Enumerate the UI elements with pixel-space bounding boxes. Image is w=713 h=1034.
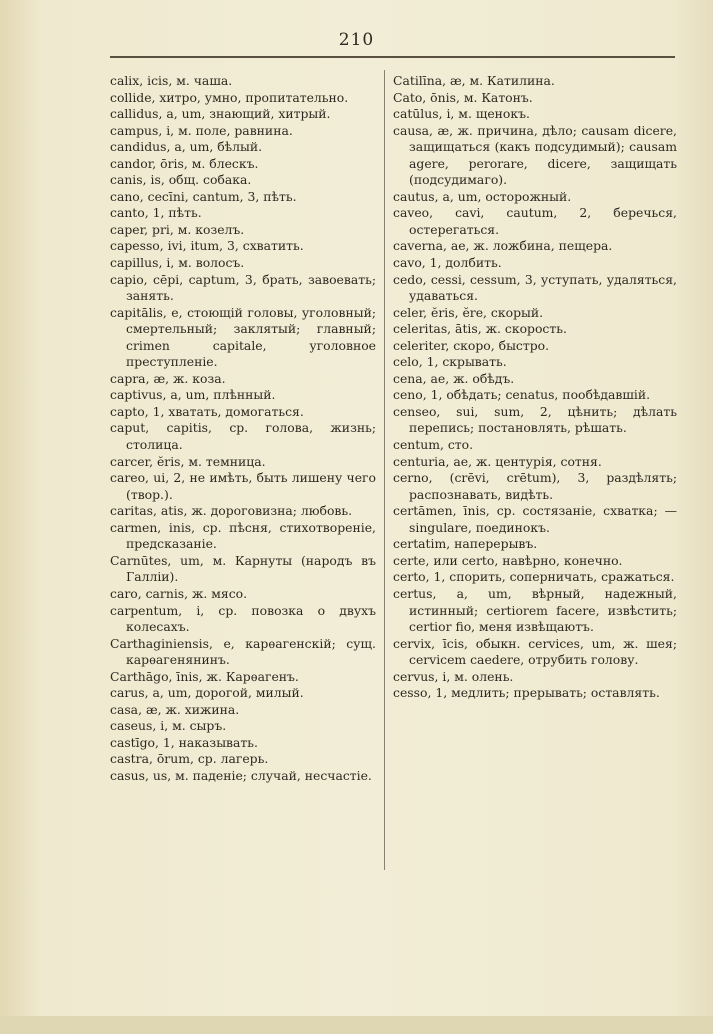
dictionary-entry: caseus, i, м. сыръ. bbox=[110, 718, 227, 734]
dictionary-entry: certāmen, īnis, ср. состязаніе, схватка; —singulare, поединокъ. bbox=[393, 503, 677, 535]
dictionary-entry: castra, ōrum, ср. лагерь. bbox=[110, 751, 269, 767]
dictionary-entry: carpentum, i, ср. повозка о двухъ колесахъ. bbox=[110, 602, 376, 635]
dictionary-entry: certo, 1, спорить, соперничать, сражаться. bbox=[393, 569, 675, 585]
dictionary-entry: capra, æ, ж. коза. bbox=[110, 370, 226, 386]
dictionary-entry: celer, ĕris, ĕre, скорый. bbox=[393, 304, 544, 320]
dictionary-entry: candidus, a, um, бѣлый. bbox=[110, 139, 263, 155]
dictionary-entry: carus, a, um, дорогой, милый. bbox=[110, 685, 304, 701]
dictionary-entry: capesso, ivi, itum, 3, схватить. bbox=[110, 238, 304, 254]
dictionary-entry: celo, 1, скрывать. bbox=[393, 354, 507, 370]
dictionary-entry: caput, capitis, ср. голова, жизнь; столица. bbox=[110, 420, 376, 453]
dictionary-entry: collide, хитро, умно, пропитательно. bbox=[110, 89, 349, 105]
right-column bbox=[393, 73, 677, 702]
dictionary-entry: Cato, ōnis, м. Катонъ. bbox=[393, 89, 533, 105]
dictionary-entry: cervus, i, м. олень. bbox=[393, 668, 514, 684]
dictionary-entry: cerno, (crēvi, crētum), 3, раздѣлять; распознавать, видѣть. bbox=[393, 470, 677, 502]
dictionary-entry: certatim, наперерывъ. bbox=[393, 536, 538, 552]
dictionary-entry: cervix, īcis, обыкн. cervices, um, ж. шея; cervicem caedere, отрубить голову. bbox=[393, 635, 677, 668]
dictionary-entry: carmen, inis, ср. пѣсня, стихотвореніе, предсказаніе. bbox=[110, 519, 376, 552]
dictionary-entry: ceno, 1, обѣдать; cenatus, пообѣдавшій. bbox=[393, 387, 651, 403]
dictionary-entry: canto, 1, пѣть. bbox=[110, 205, 202, 221]
dictionary-entry: certus, a, um, вѣрный, надежный, истинный; certiorem facere, извѣстить; certior fio, меня извѣщаютъ. bbox=[393, 585, 677, 635]
dictionary-entry: catūlus, i, м. щенокъ. bbox=[393, 106, 530, 122]
dictionary-entry: Carthāgo, īnis, ж. Карѳагенъ. bbox=[110, 668, 299, 684]
dictionary-entry: Carthaginiensis, e, карѳагенскій; сущ. карѳагенянинъ. bbox=[110, 635, 376, 668]
dictionary-entry: caveo, cavi, cautum, 2, беречься, остерегаться. bbox=[393, 205, 677, 237]
dictionary-entry: canis, is, общ. собака. bbox=[110, 172, 252, 188]
dictionary-entry: capto, 1, хватать, домогаться. bbox=[110, 403, 304, 419]
dictionary-entry: caper, pri, м. козелъ. bbox=[110, 221, 245, 237]
page-number: 210 bbox=[338, 30, 375, 50]
dictionary-entry: callidus, a, um, знающий, хитрый. bbox=[110, 106, 331, 122]
dictionary-entry: capillus, i, м. волосъ. bbox=[110, 255, 245, 271]
left-column bbox=[110, 73, 376, 785]
dictionary-entry: censeo, sui, sum, 2, цѣнить; дѣлать перепись; постановлять, рѣшать. bbox=[393, 403, 677, 436]
dictionary-entry: campus, i, м. поле, равнина. bbox=[110, 122, 293, 138]
dictionary-entry: casa, æ, ж. хижина. bbox=[110, 701, 240, 717]
dictionary-entry: cano, cecīni, cantum, 3, пѣть. bbox=[110, 188, 297, 204]
dictionary-entry: cena, ae, ж. обѣдъ. bbox=[393, 370, 515, 386]
dictionary-entry: Catilīna, æ, м. Катилина. bbox=[393, 73, 555, 88]
dictionary-entry: cavo, 1, долбить. bbox=[393, 255, 502, 271]
dictionary-entry: certe, или certo, навѣрно, конечно. bbox=[393, 552, 623, 568]
dictionary-entry: candor, ōris, м. блескъ. bbox=[110, 155, 259, 171]
header-rule bbox=[110, 56, 675, 58]
dictionary-entry: casus, us, м. паденіе; случай, несчастіе. bbox=[110, 767, 372, 783]
dictionary-entry: carcer, ĕris, м. темница. bbox=[110, 453, 266, 469]
dictionary-entry: caro, carnis, ж. мясо. bbox=[110, 585, 248, 601]
dictionary-entry: caverna, ae, ж. ложбина, пещера. bbox=[393, 238, 613, 254]
dictionary-entry: capio, cēpi, captum, 3, брать, завоевать; занять. bbox=[110, 271, 376, 304]
dictionary-entry: Carnūtes, um, м. Карнуты (народъ въ Галліи). bbox=[110, 552, 376, 585]
dictionary-entry: caritas, atis, ж. дороговизна; любовь. bbox=[110, 503, 353, 519]
dictionary-entry: centum, сто. bbox=[393, 437, 474, 453]
dictionary-entry: calix, icis, м. чаша. bbox=[110, 73, 233, 88]
dictionary-entry: celeriter, скоро, быстро. bbox=[393, 337, 550, 353]
column-divider bbox=[384, 70, 385, 870]
dictionary-entry: causa, æ, ж. причина, дѣло; causam dicere, защищаться (какъ подсудимый); causam agere, perorare, dicere, защищать (подсудимаго). bbox=[393, 122, 677, 188]
dictionary-entry: careo, ui, 2, не имѣть, быть лишену чего (твор.). bbox=[110, 470, 376, 502]
dictionary-entry: cautus, a, um, осторожный. bbox=[393, 188, 572, 204]
dictionary-entry: cesso, 1, медлить; прерывать; оставлять. bbox=[393, 685, 660, 701]
dictionary-entry: captivus, a, um, плѣнный. bbox=[110, 387, 276, 403]
page-bottom-edge bbox=[0, 1016, 713, 1034]
dictionary-entry: celeritas, ātis, ж. скорость. bbox=[393, 321, 567, 337]
dictionary-entry: castīgo, 1, наказывать. bbox=[110, 734, 258, 750]
dictionary-entry: cedo, cessi, cessum, 3, уступать, удаляться, удаваться. bbox=[393, 271, 677, 304]
dictionary-entry: centuria, ae, ж. центурія, сотня. bbox=[393, 453, 602, 469]
dictionary-entry: capitālis, e, стоющій головы, уголовный; смертельный; заклятый; главный; crimen capitale, уголовное преступленіе. bbox=[110, 304, 376, 370]
